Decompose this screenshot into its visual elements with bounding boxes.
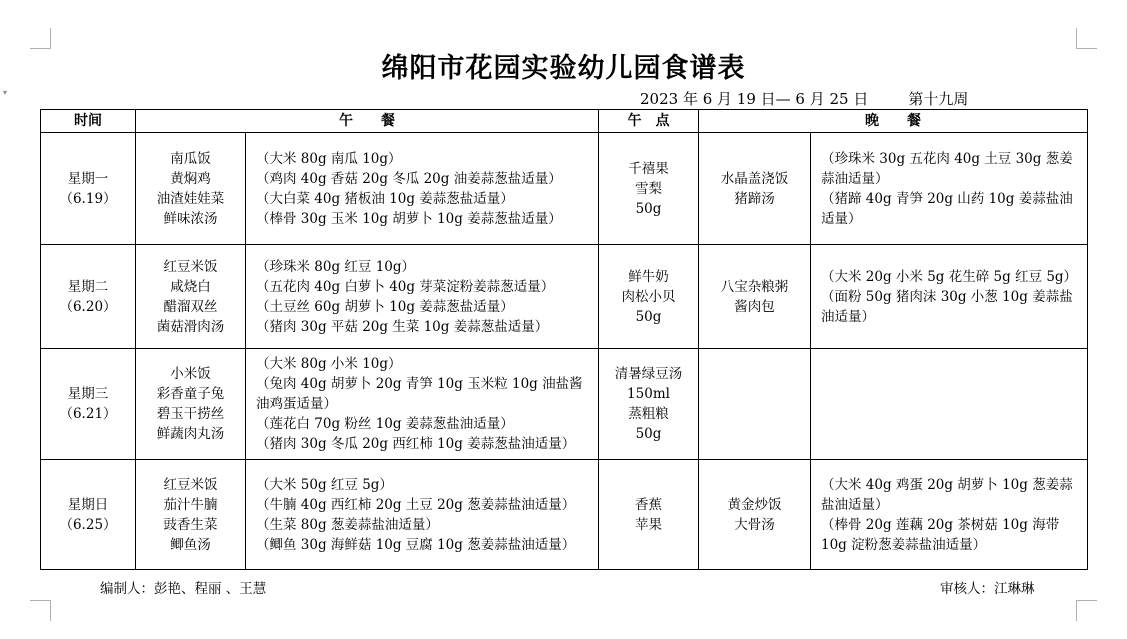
snack-cell <box>599 460 699 570</box>
lunch-dish: 咸烧白 <box>170 278 211 295</box>
crop-mark-bottom-left <box>30 600 51 621</box>
lunch-dish: 彩香童子兔 <box>156 386 225 402</box>
snack-item: 50g <box>635 426 662 442</box>
day-cell <box>41 133 136 245</box>
dinner-dishes-cell <box>699 460 811 570</box>
dinner-dishes-cell <box>699 245 811 349</box>
dinner-ingredients-cell <box>811 349 1088 460</box>
lunch-dish: 油渣娃娃菜 <box>156 190 225 207</box>
lunch-dish: 黄焖鸡 <box>170 170 211 187</box>
day-label: 星期三 <box>67 386 109 402</box>
dinner-ingredient: （大米 40g 鸡蛋 20g 胡萝卜 10g 葱姜蒜盐油适量） <box>821 476 1073 513</box>
snack-item: 苹果 <box>635 516 662 533</box>
lunch-dish: 红豆米饭 <box>163 258 218 275</box>
dinner-dish: 酱肉包 <box>734 298 775 315</box>
table-row <box>41 349 1088 460</box>
day-date: （6.25） <box>59 516 117 533</box>
table-header-row <box>41 110 1088 133</box>
lunch-dish: 鲜蔬肉丸汤 <box>156 426 225 442</box>
snack-item: 鲜牛奶 <box>628 268 669 285</box>
caret-down-icon: ▾ <box>3 88 8 97</box>
lunch-ingredient: （大米 80g 小米 10g） <box>256 356 402 372</box>
snack-cell <box>599 133 699 245</box>
lunch-ingredient: （棒骨 30g 玉米 10g 胡萝卜 10g 姜蒜葱盐适量） <box>256 210 562 227</box>
dinner-ingredients-cell <box>811 245 1088 349</box>
dinner-ingredient: （面粉 50g 猪肉沫 30g 小葱 10g 姜蒜盐油适量） <box>821 288 1073 325</box>
lunch-dish: 菌菇滑肉汤 <box>156 318 225 335</box>
lunch-dish: 鲜味浓汤 <box>163 210 218 227</box>
lunch-ingredient: （珍珠米 80g 红豆 10g） <box>256 258 416 275</box>
lunch-dish: 醋溜双丝 <box>163 298 218 315</box>
header-dinner: 晚 餐 <box>699 110 1088 133</box>
lunch-ingredient: （鲫鱼 30g 海鲜菇 10g 豆腐 10g 葱姜蒜盐油适量） <box>256 536 576 553</box>
snack-cell <box>599 245 699 349</box>
lunch-ingredient: （牛腩 40g 西红柿 20g 土豆 20g 葱姜蒜盐油适量） <box>256 496 576 513</box>
snack-item: 清暑绿豆汤 <box>614 366 683 382</box>
page-title: 绵阳市花园实验幼儿园食谱表 <box>381 53 746 84</box>
week-label: 第十九周 <box>908 90 969 108</box>
dinner-ingredients-cell <box>811 460 1088 570</box>
header-lunch: 午 餐 <box>136 110 599 133</box>
lunch-ingredient: （大米 80g 南瓜 10g） <box>256 150 402 167</box>
lunch-ingredient: （莲花白 70g 粉丝 10g 姜蒜葱盐油适量） <box>256 416 514 432</box>
lunch-ingredient: （土豆丝 60g 胡萝卜 10g 姜蒜葱盐适量） <box>256 298 514 315</box>
lunch-dish: 红豆米饭 <box>163 476 218 493</box>
lunch-dish: 鲫鱼汤 <box>170 536 211 553</box>
day-label: 星期二 <box>67 278 109 295</box>
dinner-dish: 八宝杂粮粥 <box>720 278 789 295</box>
editors-line: 编制人：彭艳、程丽 、王慧 <box>100 581 267 597</box>
day-label: 星期一 <box>67 170 109 187</box>
day-date: （6.19） <box>59 190 117 207</box>
date-range: 2023 年 6 月 19 日— 6 月 25 日 <box>640 90 869 108</box>
dinner-ingredients-cell <box>811 133 1088 245</box>
dinner-dishes-cell <box>699 349 811 460</box>
dinner-dish: 大骨汤 <box>734 516 775 533</box>
crop-mark-bottom-right <box>1076 600 1097 621</box>
snack-item: 肉松小贝 <box>621 288 676 305</box>
snack-item: 蒸粗粮 <box>628 406 669 422</box>
date-range-line <box>640 88 968 109</box>
dinner-ingredient: （珍珠米 30g 五花肉 40g 土豆 30g 葱姜蒜油适量） <box>821 150 1073 187</box>
lunch-ingredient: （大米 50g 红豆 5g） <box>256 476 393 493</box>
dinner-ingredient: （棒骨 20g 莲藕 20g 茶树菇 10g 海带 10g 淀粉葱姜蒜盐油适量） <box>821 516 1060 553</box>
lunch-ingredient: （大白菜 40g 猪板油 10g 姜蒜葱盐适量） <box>256 190 514 207</box>
dinner-dish: 黄金炒饭 <box>727 496 782 513</box>
lunch-ingredient: （兔肉 40g 胡萝卜 20g 青笋 10g 玉米粒 10g 油盐酱油鸡蛋适量） <box>256 376 583 412</box>
snack-item: 千禧果 <box>628 160 669 177</box>
lunch-ingredients-cell <box>246 133 599 245</box>
lunch-ingredient: （生菜 80g 葱姜蒜盐油适量） <box>256 516 439 533</box>
snack-item: 雪梨 <box>635 180 662 197</box>
lunch-ingredients-cell <box>246 460 599 570</box>
table-row <box>41 460 1088 570</box>
lunch-dish: 小米饭 <box>170 366 211 382</box>
lunch-ingredient: （猪肉 30g 冬瓜 20g 西红柿 10g 姜蒜葱盐油适量） <box>256 436 576 452</box>
day-date: （6.21） <box>59 406 117 422</box>
table-row <box>41 245 1088 349</box>
dinner-dishes-cell <box>699 133 811 245</box>
day-cell <box>41 460 136 570</box>
lunch-dishes-cell <box>136 133 246 245</box>
lunch-dish: 茄汁牛腩 <box>163 496 218 513</box>
dinner-dish: 水晶盖浇饭 <box>720 170 789 187</box>
day-cell <box>41 245 136 349</box>
lunch-ingredients-cell <box>246 349 599 460</box>
day-cell <box>41 349 136 460</box>
lunch-ingredient: （鸡肉 40g 香菇 20g 冬瓜 20g 油姜蒜葱盐适量） <box>256 170 562 187</box>
dinner-dish: 猪蹄汤 <box>734 190 775 207</box>
lunch-ingredients-cell <box>246 245 599 349</box>
snack-item: 50g <box>635 200 662 217</box>
lunch-dishes-cell <box>136 349 246 460</box>
dinner-ingredient: （猪蹄 40g 青笋 20g 山药 10g 姜蒜盐油适量） <box>821 190 1073 227</box>
snack-item: 50g <box>635 308 662 325</box>
snack-cell <box>599 349 699 460</box>
lunch-dish: 南瓜饭 <box>170 150 211 167</box>
snack-item: 150ml <box>627 386 670 402</box>
reviewer-line: 审核人：江琳琳 <box>940 581 1035 597</box>
menu-table <box>40 109 1088 570</box>
lunch-ingredient: （猪肉 30g 平菇 20g 生菜 10g 姜蒜葱盐适量） <box>256 318 549 335</box>
lunch-ingredient: （五花肉 40g 白萝卜 40g 芽菜淀粉姜蒜葱适量） <box>256 278 555 295</box>
lunch-dishes-cell <box>136 460 246 570</box>
snack-item: 香蕉 <box>635 496 662 513</box>
dinner-ingredient: （大米 20g 小米 5g 花生碎 5g 红豆 5g） <box>821 268 1078 285</box>
header-snack: 午 点 <box>599 110 699 133</box>
table-row <box>41 133 1088 245</box>
day-date: （6.20） <box>59 298 117 315</box>
header-time: 时间 <box>41 110 136 133</box>
lunch-dishes-cell <box>136 245 246 349</box>
day-label: 星期日 <box>67 496 109 513</box>
lunch-dish: 碧玉干捞丝 <box>156 406 225 422</box>
lunch-dish: 豉香生菜 <box>163 516 218 533</box>
